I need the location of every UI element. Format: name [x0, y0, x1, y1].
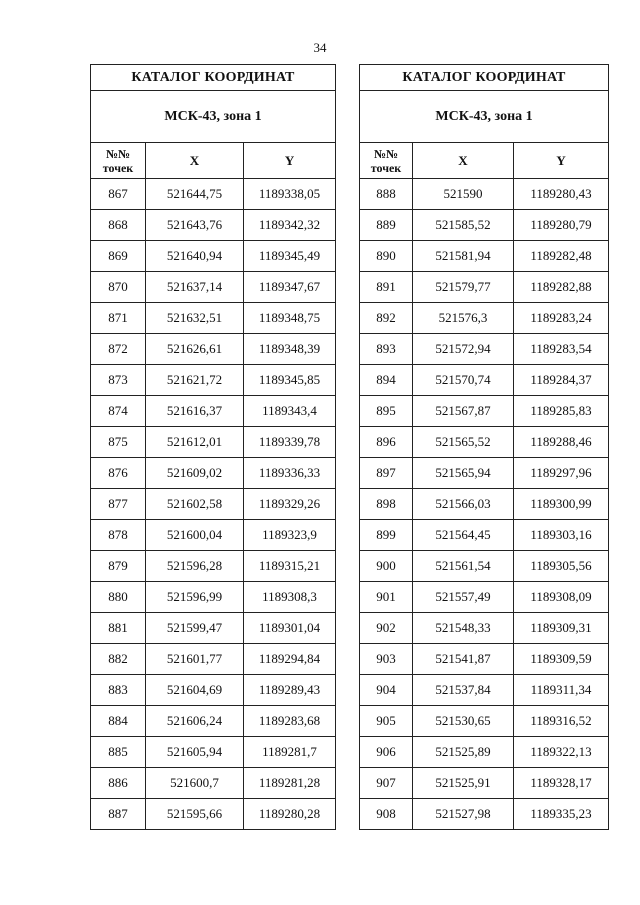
point-number-cell: 907: [360, 768, 413, 799]
table-row: [91, 768, 336, 799]
y-coordinate-cell: 1189284,37: [514, 365, 609, 396]
point-number-cell: 908: [360, 799, 413, 830]
table-row: [91, 551, 336, 582]
x-coordinate-cell: 521525,89: [413, 737, 514, 768]
y-coordinate-cell: 1189308,3: [244, 582, 336, 613]
y-coordinate-cell: 1189280,43: [514, 179, 609, 210]
y-coordinate-cell: 1189283,24: [514, 303, 609, 334]
point-number-cell: 877: [91, 489, 146, 520]
x-coordinate-cell: 521581,94: [413, 241, 514, 272]
y-coordinate-cell: 1189300,99: [514, 489, 609, 520]
table-row: [91, 613, 336, 644]
coordinate-system-label: МСК-43, зона 1: [360, 91, 609, 143]
table-row: [91, 458, 336, 489]
point-number-cell: 868: [91, 210, 146, 241]
point-number-cell: 888: [360, 179, 413, 210]
y-coordinate-cell: 1189347,67: [244, 272, 336, 303]
table-row: [91, 582, 336, 613]
y-coordinate-cell: 1189301,04: [244, 613, 336, 644]
y-coordinate-cell: 1189303,16: [514, 520, 609, 551]
point-number-cell: 883: [91, 675, 146, 706]
y-coordinate-cell: 1189289,43: [244, 675, 336, 706]
point-number-cell: 896: [360, 427, 413, 458]
x-coordinate-cell: 521567,87: [413, 396, 514, 427]
y-column-header: Y: [244, 143, 336, 179]
x-coordinate-cell: 521621,72: [146, 365, 244, 396]
x-coordinate-cell: 521595,66: [146, 799, 244, 830]
point-number-cell: 885: [91, 737, 146, 768]
point-number-cell: 884: [91, 706, 146, 737]
y-coordinate-cell: 1189338,05: [244, 179, 336, 210]
point-number-cell: 873: [91, 365, 146, 396]
y-coordinate-cell: 1189348,39: [244, 334, 336, 365]
y-coordinate-cell: 1189280,79: [514, 210, 609, 241]
table-row: [91, 644, 336, 675]
y-coordinate-cell: 1189308,09: [514, 582, 609, 613]
y-coordinate-cell: 1189329,26: [244, 489, 336, 520]
x-coordinate-cell: 521599,47: [146, 613, 244, 644]
x-coordinate-cell: 521557,49: [413, 582, 514, 613]
table-row: [360, 210, 609, 241]
table-row: [360, 365, 609, 396]
table-row: [91, 427, 336, 458]
table-row: [360, 241, 609, 272]
point-number-column-header: [360, 143, 413, 179]
x-coordinate-cell: 521570,74: [413, 365, 514, 396]
x-coordinate-cell: 521576,3: [413, 303, 514, 334]
x-coordinate-cell: 521590: [413, 179, 514, 210]
point-number-cell: 906: [360, 737, 413, 768]
x-coordinate-cell: 521537,84: [413, 675, 514, 706]
y-coordinate-cell: 1189345,85: [244, 365, 336, 396]
table-row: [91, 303, 336, 334]
x-coordinate-cell: 521561,54: [413, 551, 514, 582]
point-number-cell: 871: [91, 303, 146, 334]
x-coordinate-cell: 521601,77: [146, 644, 244, 675]
coordinate-catalog-table-left: [90, 64, 336, 830]
y-coordinate-cell: 1189335,23: [514, 799, 609, 830]
table-row: [360, 768, 609, 799]
x-coordinate-cell: 521606,24: [146, 706, 244, 737]
point-number-cell: 895: [360, 396, 413, 427]
point-number-header-line1: №№: [105, 146, 131, 161]
table-row: [360, 427, 609, 458]
table-row: [360, 644, 609, 675]
point-number-cell: 899: [360, 520, 413, 551]
table-row: [91, 706, 336, 737]
point-number-cell: 886: [91, 768, 146, 799]
y-coordinate-cell: 1189282,48: [514, 241, 609, 272]
y-coordinate-cell: 1189280,28: [244, 799, 336, 830]
y-column-header: Y: [514, 143, 609, 179]
point-number-cell: 881: [91, 613, 146, 644]
x-coordinate-cell: 521596,28: [146, 551, 244, 582]
x-coordinate-cell: 521600,7: [146, 768, 244, 799]
table-row: [91, 520, 336, 551]
table-row: [91, 179, 336, 210]
table-row: [360, 675, 609, 706]
point-number-cell: 889: [360, 210, 413, 241]
point-number-cell: 903: [360, 644, 413, 675]
x-column-header: X: [413, 143, 514, 179]
y-coordinate-cell: 1189323,9: [244, 520, 336, 551]
point-number-cell: 872: [91, 334, 146, 365]
table-row: [360, 551, 609, 582]
y-coordinate-cell: 1189285,83: [514, 396, 609, 427]
table-row: [360, 272, 609, 303]
x-coordinate-cell: 521579,77: [413, 272, 514, 303]
point-number-cell: 905: [360, 706, 413, 737]
point-number-cell: 869: [91, 241, 146, 272]
table-row: [360, 582, 609, 613]
point-number-cell: 901: [360, 582, 413, 613]
point-number-cell: 887: [91, 799, 146, 830]
table-row: [360, 458, 609, 489]
point-number-cell: 897: [360, 458, 413, 489]
y-coordinate-cell: 1189305,56: [514, 551, 609, 582]
y-coordinate-cell: 1189328,17: [514, 768, 609, 799]
y-coordinate-cell: 1189309,31: [514, 613, 609, 644]
point-number-cell: 892: [360, 303, 413, 334]
x-coordinate-cell: 521585,52: [413, 210, 514, 241]
coordinate-catalog-table-right: [359, 64, 609, 830]
x-coordinate-cell: 521566,03: [413, 489, 514, 520]
point-number-cell: 876: [91, 458, 146, 489]
table-body: [360, 179, 609, 830]
x-coordinate-cell: 521643,76: [146, 210, 244, 241]
table-row: [360, 303, 609, 334]
y-coordinate-cell: 1189345,49: [244, 241, 336, 272]
table-row: [91, 396, 336, 427]
table-row: [91, 365, 336, 396]
y-coordinate-cell: 1189281,28: [244, 768, 336, 799]
table-row: [91, 737, 336, 768]
y-coordinate-cell: 1189283,54: [514, 334, 609, 365]
x-coordinate-cell: 521541,87: [413, 644, 514, 675]
x-coordinate-cell: 521612,01: [146, 427, 244, 458]
point-number-cell: 882: [91, 644, 146, 675]
table-row: [91, 489, 336, 520]
point-number-header-line1: №№: [373, 146, 399, 161]
x-coordinate-cell: 521596,99: [146, 582, 244, 613]
x-coordinate-cell: 521565,94: [413, 458, 514, 489]
x-coordinate-cell: 521564,45: [413, 520, 514, 551]
y-coordinate-cell: 1189348,75: [244, 303, 336, 334]
x-coordinate-cell: 521525,91: [413, 768, 514, 799]
coordinate-system-label: МСК-43, зона 1: [91, 91, 336, 143]
point-number-cell: 898: [360, 489, 413, 520]
x-coordinate-cell: 521527,98: [413, 799, 514, 830]
x-coordinate-cell: 521644,75: [146, 179, 244, 210]
table-row: [360, 613, 609, 644]
y-coordinate-cell: 1189316,52: [514, 706, 609, 737]
y-coordinate-cell: 1189339,78: [244, 427, 336, 458]
point-number-cell: 893: [360, 334, 413, 365]
point-number-cell: 867: [91, 179, 146, 210]
y-coordinate-cell: 1189294,84: [244, 644, 336, 675]
x-coordinate-cell: 521616,37: [146, 396, 244, 427]
table-row: [91, 799, 336, 830]
x-column-header: X: [146, 143, 244, 179]
point-number-cell: 870: [91, 272, 146, 303]
y-coordinate-cell: 1189336,33: [244, 458, 336, 489]
y-coordinate-cell: 1189281,7: [244, 737, 336, 768]
table-row: [360, 799, 609, 830]
x-coordinate-cell: 521548,33: [413, 613, 514, 644]
x-coordinate-cell: 521572,94: [413, 334, 514, 365]
y-coordinate-cell: 1189342,32: [244, 210, 336, 241]
y-coordinate-cell: 1189343,4: [244, 396, 336, 427]
x-coordinate-cell: 521626,61: [146, 334, 244, 365]
table-row: [360, 520, 609, 551]
catalog-title: КАТАЛОГ КООРДИНАТ: [360, 65, 609, 91]
x-coordinate-cell: 521609,02: [146, 458, 244, 489]
x-coordinate-cell: 521565,52: [413, 427, 514, 458]
point-number-cell: 878: [91, 520, 146, 551]
table-row: [91, 272, 336, 303]
table-row: [360, 706, 609, 737]
point-number-column-header: [91, 143, 146, 179]
y-coordinate-cell: 1189315,21: [244, 551, 336, 582]
point-number-cell: 880: [91, 582, 146, 613]
point-number-cell: 904: [360, 675, 413, 706]
table-row: [360, 179, 609, 210]
catalog-title: КАТАЛОГ КООРДИНАТ: [91, 65, 336, 91]
table-body: [91, 179, 336, 830]
y-coordinate-cell: 1189288,46: [514, 427, 609, 458]
point-number-cell: 902: [360, 613, 413, 644]
point-number-cell: 875: [91, 427, 146, 458]
table-row: [360, 737, 609, 768]
table-row: [360, 489, 609, 520]
table-row: [360, 396, 609, 427]
y-coordinate-cell: 1189297,96: [514, 458, 609, 489]
table-row: [91, 675, 336, 706]
point-number-cell: 879: [91, 551, 146, 582]
point-number-header-line2: точек: [102, 160, 134, 175]
point-number-cell: 891: [360, 272, 413, 303]
x-coordinate-cell: 521632,51: [146, 303, 244, 334]
point-number-cell: 894: [360, 365, 413, 396]
point-number-header-line2: точек: [370, 160, 402, 175]
table-row: [360, 334, 609, 365]
y-coordinate-cell: 1189283,68: [244, 706, 336, 737]
y-coordinate-cell: 1189309,59: [514, 644, 609, 675]
page-number: 34: [313, 40, 327, 55]
x-coordinate-cell: 521600,04: [146, 520, 244, 551]
x-coordinate-cell: 521604,69: [146, 675, 244, 706]
x-coordinate-cell: 521602,58: [146, 489, 244, 520]
y-coordinate-cell: 1189322,13: [514, 737, 609, 768]
x-coordinate-cell: 521640,94: [146, 241, 244, 272]
point-number-cell: 900: [360, 551, 413, 582]
y-coordinate-cell: 1189311,34: [514, 675, 609, 706]
point-number-cell: 874: [91, 396, 146, 427]
point-number-cell: 890: [360, 241, 413, 272]
y-coordinate-cell: 1189282,88: [514, 272, 609, 303]
x-coordinate-cell: 521637,14: [146, 272, 244, 303]
x-coordinate-cell: 521605,94: [146, 737, 244, 768]
x-coordinate-cell: 521530,65: [413, 706, 514, 737]
table-row: [91, 241, 336, 272]
table-row: [91, 334, 336, 365]
table-row: [91, 210, 336, 241]
